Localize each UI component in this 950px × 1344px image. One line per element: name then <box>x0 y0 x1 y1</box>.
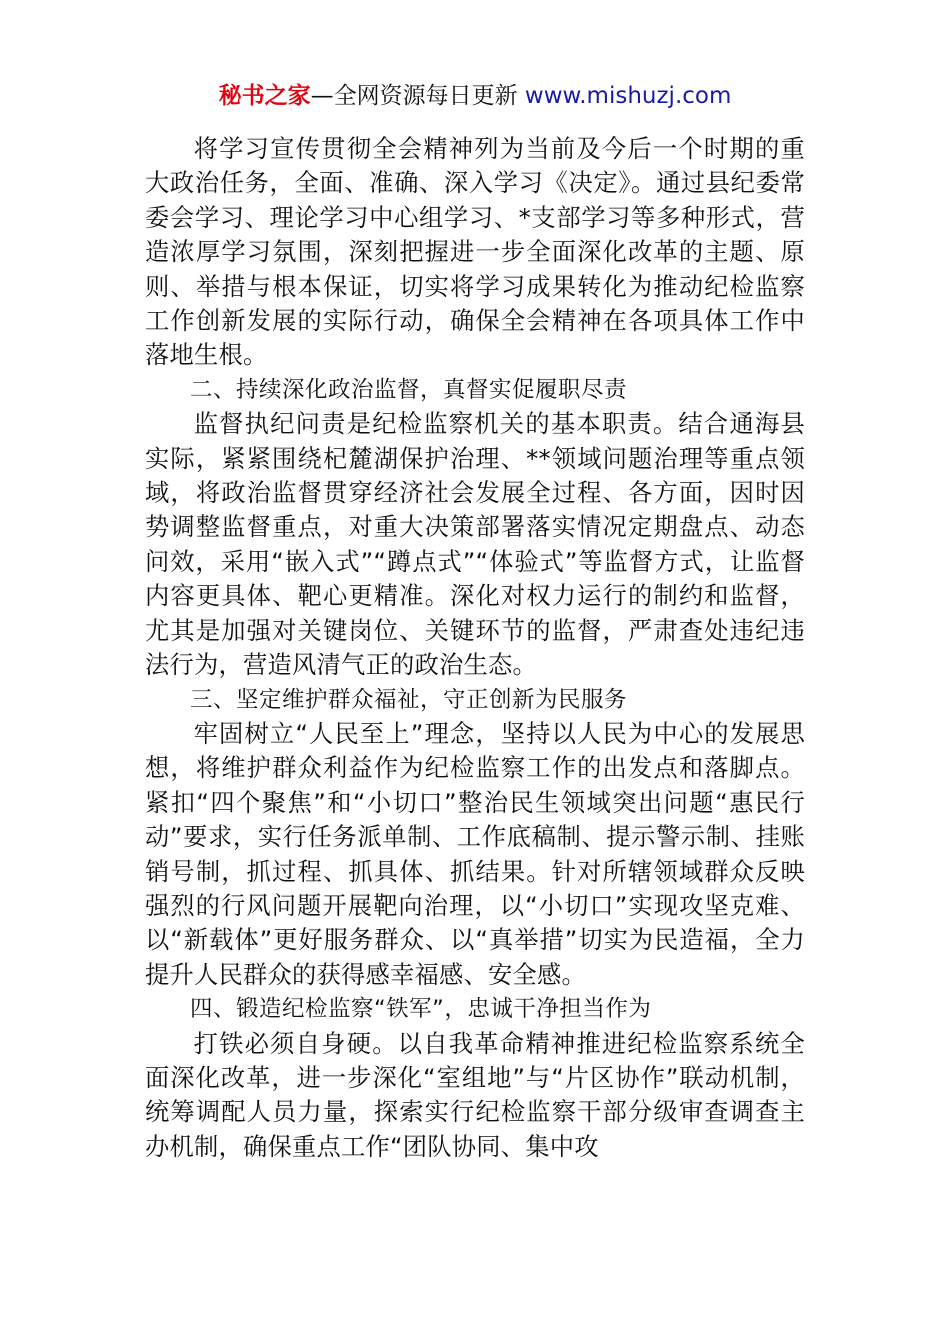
header-brand: 秘书之家 <box>218 83 311 109</box>
section-heading-public-welfare: 三、坚定维护群众福祉，守正创新为民服务 <box>190 686 628 713</box>
header-tagline: —全网资源每日更新 <box>310 83 518 109</box>
paragraph-public-welfare: 牢固树立“人民至上”理念，坚持以人民为中心的发展思想，将维护群众利益作为纪检监察工作的出发点和落脚点。紧扣“四个聚焦”和“小切口”整治民生领域突出问题“惠民行动”要求，实行任务派单制、工作底稿制、提示警示制、挂账销号制，抓过程、抓具体、抓结果。针对所辖领域群众反映强烈的行风问题开展靶向治理，以“小切口”实现攻坚克难、以“新载体”更好服务群众、以“真举措”切实为民造福，全力提升人民群众的获得感幸福感、安全感。 <box>145 718 805 989</box>
paragraph-study-decision: 将学习宣传贯彻全会精神列为当前及今后一个时期的重大政治任务，全面、准确、深入学习《决定》。通过县纪委常委会学习、理论学习中心组学习、*支部学习等多种形式，营造浓厚学习氛围，深刻把握进一步全面深化改革的主题、原则、举措与根本保证，切实将学习成果转化为推动纪检监察工作创新发展的实际行动，确保全会精神在各项具体工作中落地生根。 <box>145 134 805 370</box>
paragraph-political-supervision: 监督执纪问责是纪检监察机关的基本职责。结合通海县实际，紧紧围绕杞麓湖保护治理、**领域问题治理等重点领域，将政治监督贯穿经济社会发展全过程、各方面，因时因势调整监督重点，对重大决策部署落实情况定期盘点、动态问效，采用“嵌入式”“蹲点式”“体验式”等监督方式，让监督内容更具体、靶心更精准。深化对权力运行的制约和监督，尤其是加强对关键岗位、关键环节的监督，严肃查处违纪违法行为，营造风清气正的政治生态。 <box>145 409 805 680</box>
page-header <box>0 80 950 112</box>
section-heading-iron-army: 四、锻造纪检监察“铁军”，忠诚干净担当作为 <box>190 996 652 1023</box>
paragraph-iron-army: 打铁必须自身硬。以自我革命精神推进纪检监察系统全面深化改革，进一步深化“室组地”与“片区协作”联动机制，统筹调配人员力量，探索实行纪检监察干部分级审查调查主办机制，确保重点工作“团队协同、集中攻 <box>145 1028 805 1161</box>
header-url[interactable]: www.mishuzj.com <box>524 83 732 109</box>
section-heading-political-supervision: 二、持续深化政治监督，真督实促履职尽责 <box>190 376 628 403</box>
document-body <box>145 132 805 1164</box>
